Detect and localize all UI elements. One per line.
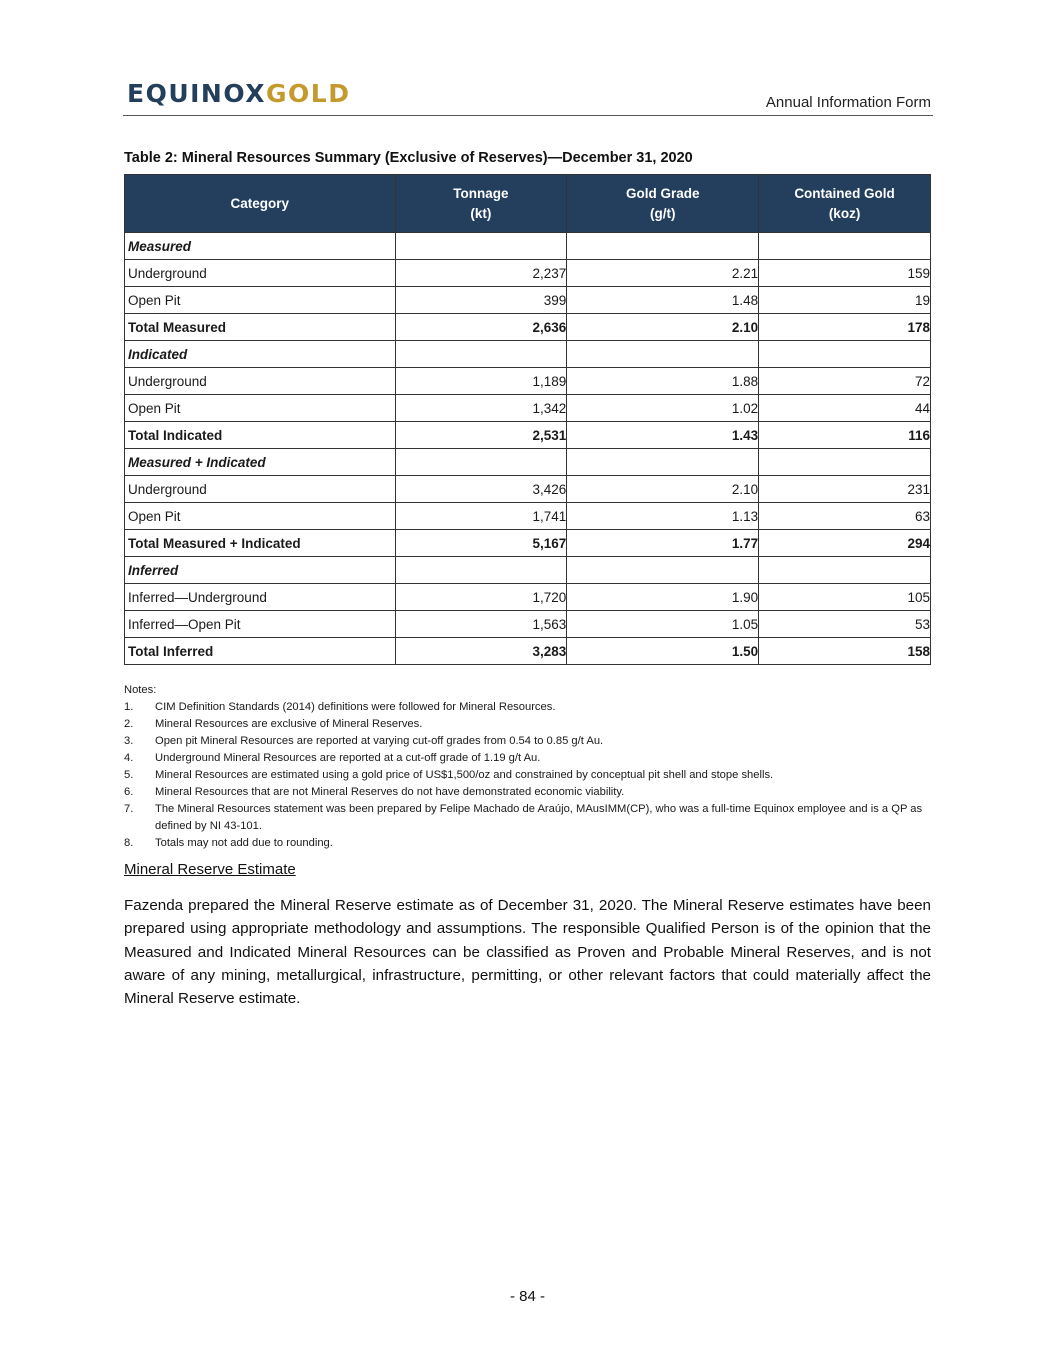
table-cell-grade: 2.10 [567,476,759,503]
section-paragraph: Fazenda prepared the Mineral Reserve estimate as of December 31, 2020. The Mineral Reserve estimates have been prepared using appropriate methodology and assumptions. The responsible Qualified Person is of the opinion that the Measured and Indicated Mineral Resources can be classified as Proven and Probable Mineral Reserves, and is not aware of any mining, metallurgical, infrastructure, permitting, or other relevant factors that could materially affect the Mineral Reserve estimate. [124,897,931,1008]
table-cell-gold: 53 [759,611,931,638]
table-cell-tonnage: 2,237 [395,260,567,287]
table-row [125,260,931,287]
table-cell-gold [759,341,931,368]
table-cell-gold: 231 [759,476,931,503]
table-cell-category: Total Inferred [125,638,396,665]
table-section-row [125,233,931,260]
table-row [125,611,931,638]
table-cell-grade: 1.90 [567,584,759,611]
table-cell-gold: 44 [759,395,931,422]
note-number: 8. [124,837,134,849]
note-number: 1. [124,701,134,713]
table-row [125,287,931,314]
note-number: 2. [124,718,134,730]
table-title: Table 2: Mineral Resources Summary (Exclusive of Reserves)—December 31, 2020 [124,150,693,166]
note-text: CIM Definition Standards (2014) definitions were followed for Mineral Resources. [155,701,556,713]
table-cell-tonnage [395,233,567,260]
note-item [124,767,934,784]
table-cell-gold: 72 [759,368,931,395]
table-cell-tonnage: 2,636 [395,314,567,341]
table-row [125,503,931,530]
table-cell-grade: 1.88 [567,368,759,395]
note-text: Mineral Resources are exclusive of Mineral Reserves. [155,718,423,730]
column-header-gold-grade: Gold Grade (g/t) [567,175,759,233]
table-cell-gold: 63 [759,503,931,530]
table-cell-category: Indicated [125,341,396,368]
table-cell-tonnage: 2,531 [395,422,567,449]
table-total-row [125,422,931,449]
table-cell-category: Inferred—Underground [125,584,396,611]
table-cell-tonnage: 1,342 [395,395,567,422]
table-total-row [125,314,931,341]
table-cell-category: Total Measured + Indicated [125,530,396,557]
table-cell-category: Open Pit [125,287,396,314]
table-total-row [125,638,931,665]
logo-text-ox: OX [223,79,266,108]
table-cell-grade: 1.77 [567,530,759,557]
table-cell-gold [759,557,931,584]
note-number: 6. [124,786,134,798]
table-cell-tonnage: 3,283 [395,638,567,665]
note-text: Mineral Resources that are not Mineral Reserves do not have demonstrated economic viability. [155,786,625,798]
note-text: Totals may not add due to rounding. [155,837,333,849]
table-cell-tonnage: 1,720 [395,584,567,611]
table-cell-grade [567,557,759,584]
note-item [124,699,934,716]
table-cell-grade [567,233,759,260]
header-divider [123,115,933,116]
table-cell-tonnage: 5,167 [395,530,567,557]
page-number: - 84 - [509,1288,545,1305]
notes-list [124,699,934,852]
table-cell-category: Underground [125,368,396,395]
note-item [124,784,934,801]
table-cell-gold: 294 [759,530,931,557]
table-cell-tonnage [395,557,567,584]
table-row [125,368,931,395]
table-cell-gold: 105 [759,584,931,611]
table-cell-grade: 1.43 [567,422,759,449]
table-cell-gold [759,233,931,260]
table-cell-tonnage: 1,741 [395,503,567,530]
note-number: 3. [124,735,134,747]
note-text: The Mineral Resources statement was been prepared by Felipe Machado de Araújo, MAusIMM(CP), who was a full-time Equinox employee and is a QP as defined by NI 43-101. [155,803,923,832]
table-cell-tonnage: 1,189 [395,368,567,395]
table-section-row [125,449,931,476]
note-item [124,750,934,767]
table-cell-category: Inferred—Open Pit [125,611,396,638]
note-item [124,835,934,852]
table-cell-grade: 1.05 [567,611,759,638]
table-cell-grade [567,449,759,476]
table-cell-gold: 159 [759,260,931,287]
table-total-row [125,530,931,557]
table-body [125,233,931,665]
table-cell-gold: 116 [759,422,931,449]
table-cell-grade [567,341,759,368]
table-cell-grade: 1.02 [567,395,759,422]
document-title: Annual Information Form [765,94,931,111]
table-header-row [125,175,931,233]
column-header-contained-gold: Contained Gold (koz) [759,175,931,233]
table-row [125,395,931,422]
table-cell-gold: 178 [759,314,931,341]
table-cell-category: Total Measured [125,314,396,341]
table-cell-grade: 1.48 [567,287,759,314]
table-cell-category: Underground [125,260,396,287]
table-cell-grade: 2.21 [567,260,759,287]
table-cell-tonnage [395,449,567,476]
section-heading: Mineral Reserve Estimate [124,861,296,878]
logo-text-equin: EQUIN [127,79,224,108]
note-item [124,733,934,750]
notes-heading: Notes: [124,684,157,696]
table-cell-gold [759,449,931,476]
table-row [125,584,931,611]
table-cell-category: Measured [125,233,396,260]
table-section-row [125,557,931,584]
table-cell-category: Underground [125,476,396,503]
table-cell-tonnage: 1,563 [395,611,567,638]
note-item [124,716,934,733]
company-logo [127,80,350,108]
table-cell-tonnage: 3,426 [395,476,567,503]
table-cell-category: Open Pit [125,395,396,422]
column-header-category: Category [125,175,396,233]
table-cell-tonnage: 399 [395,287,567,314]
table-cell-gold: 158 [759,638,931,665]
table-cell-category: Total Indicated [125,422,396,449]
table-cell-category: Inferred [125,557,396,584]
note-number: 7. [124,803,134,815]
note-item [124,801,934,835]
column-header-tonnage: Tonnage (kt) [395,175,567,233]
table-cell-grade: 1.50 [567,638,759,665]
table-cell-tonnage [395,341,567,368]
table-cell-category: Open Pit [125,503,396,530]
table-notes [124,682,934,852]
table-section-row [125,341,931,368]
resources-table [124,174,931,665]
note-number: 5. [124,769,134,781]
note-number: 4. [124,752,134,764]
table-row [125,476,931,503]
table-cell-gold: 19 [759,287,931,314]
note-text: Underground Mineral Resources are reported at a cut-off grade of 1.19 g/t Au. [155,752,541,764]
logo-text-gold: GOLD [266,79,351,108]
table-cell-category: Measured + Indicated [125,449,396,476]
note-text: Mineral Resources are estimated using a gold price of US$1,500/oz and constrained by conceptual pit shell and stope shells. [155,769,774,781]
note-text: Open pit Mineral Resources are reported at varying cut-off grades from 0.54 to 0.85 g/t Au. [155,735,604,747]
table-cell-grade: 2.10 [567,314,759,341]
table-cell-grade: 1.13 [567,503,759,530]
